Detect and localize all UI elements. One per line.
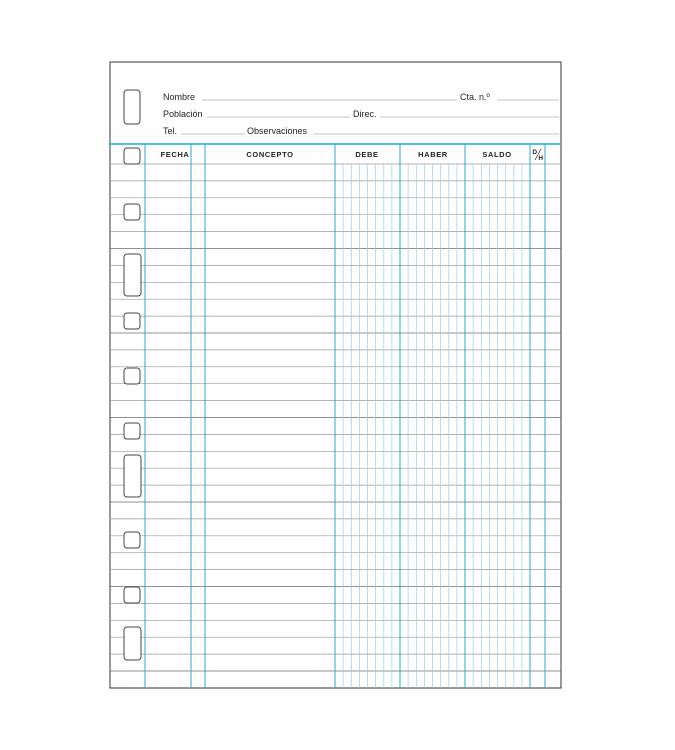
col-header-dh-top: D <box>532 149 538 156</box>
col-header-debe: DEBE <box>355 150 379 159</box>
col-header-fecha: FECHA <box>160 150 190 159</box>
binder-hole <box>124 204 140 220</box>
binder-hole <box>124 627 141 660</box>
cta-label: Cta. n.º <box>460 92 490 102</box>
direc-label: Direc. <box>353 109 377 119</box>
binder-hole <box>124 368 140 384</box>
binder-hole <box>124 532 140 548</box>
col-header-dh-bottom: H <box>538 155 544 162</box>
binder-hole <box>124 254 141 296</box>
col-header-saldo: SALDO <box>482 150 512 159</box>
col-header-haber: HABER <box>418 150 448 159</box>
binder-hole <box>124 423 140 439</box>
binder-hole <box>124 90 140 124</box>
binder-hole <box>124 455 141 497</box>
poblacion-label: Población <box>163 109 203 119</box>
binder-hole <box>124 148 140 164</box>
tel-label: Tel. <box>163 126 178 136</box>
observaciones-label: Observaciones <box>247 126 308 136</box>
nombre-label: Nombre <box>163 92 196 102</box>
binder-hole <box>124 313 140 329</box>
col-header-concepto: CONCEPTO <box>246 150 294 159</box>
binder-hole <box>124 587 140 603</box>
